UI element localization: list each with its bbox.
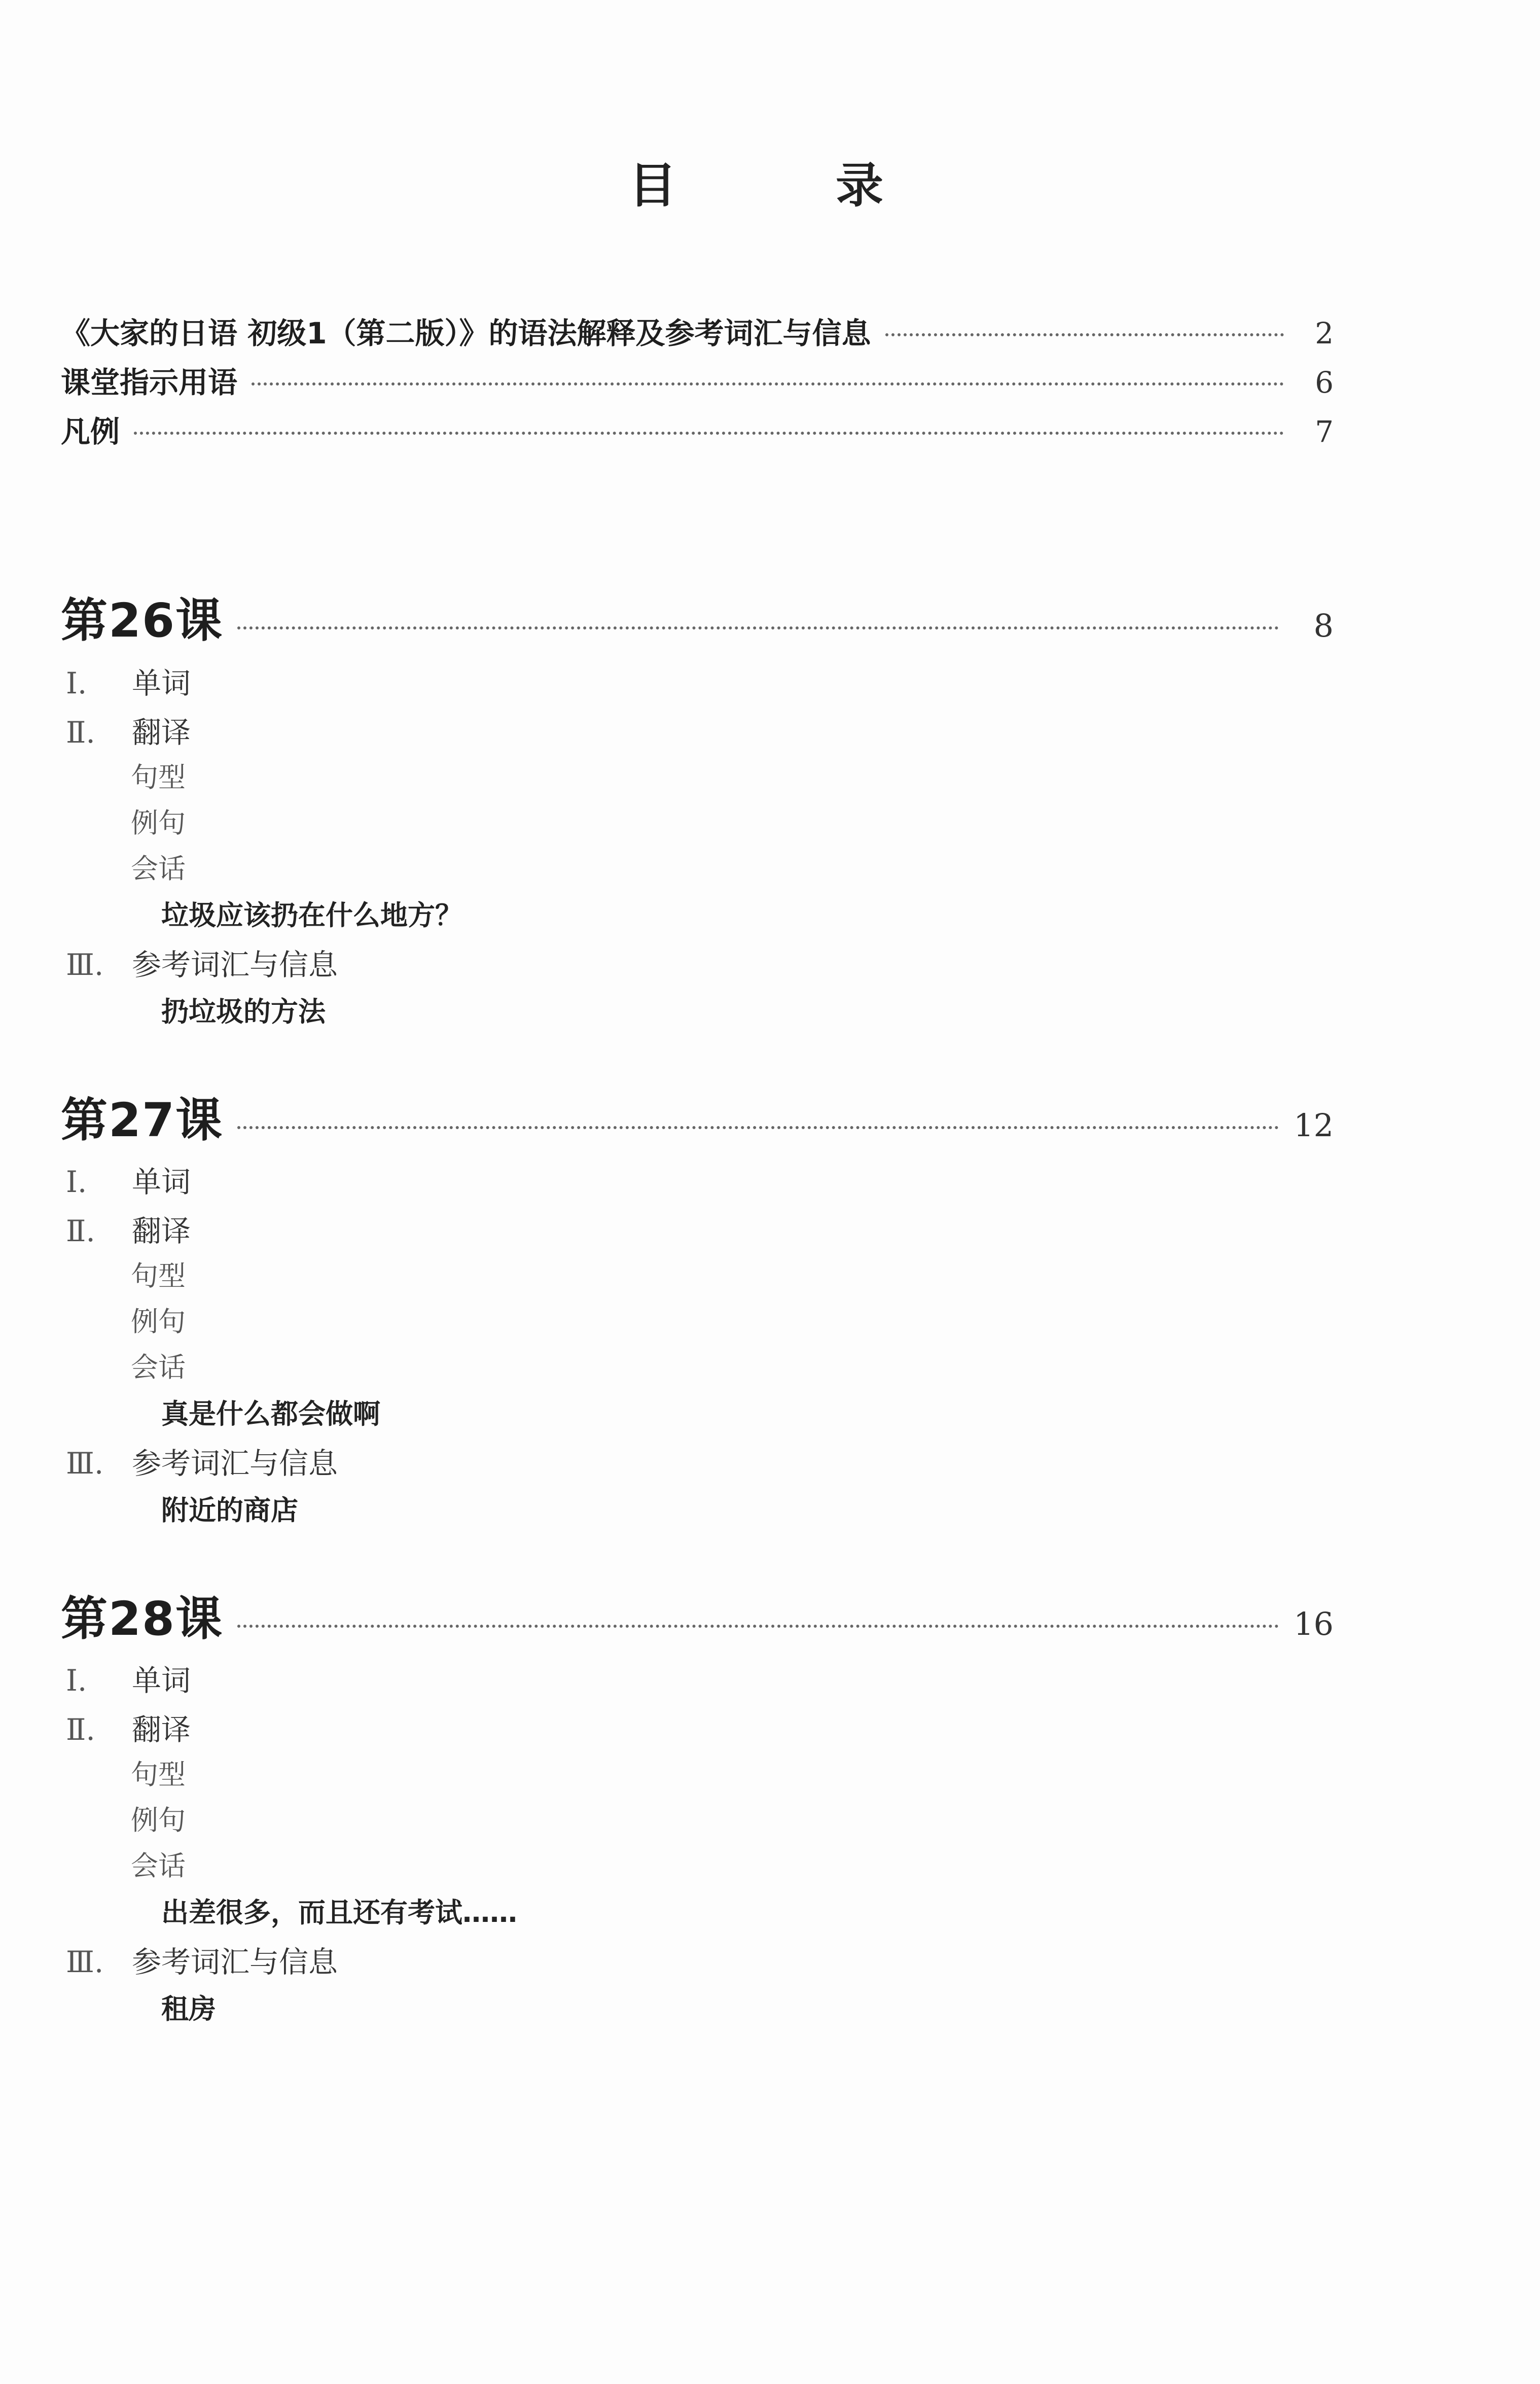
info-title[interactable]: 扔垃圾的方法 <box>161 996 326 1028</box>
section-reference-info[interactable] <box>66 1440 338 1482</box>
subsection-conversation[interactable]: 会话 <box>131 1351 186 1383</box>
section-number: Ⅲ. <box>66 1446 104 1481</box>
page-number: 6 <box>1315 365 1334 400</box>
section-vocabulary[interactable] <box>66 1158 191 1201</box>
section-label: 单词 <box>132 1165 191 1199</box>
dot-leader <box>237 626 1279 629</box>
page-number: 8 <box>1313 607 1334 644</box>
section-label: 翻译 <box>132 715 191 750</box>
section-translation[interactable] <box>66 1207 191 1250</box>
conversation-title[interactable]: 真是什么都会做啊 <box>161 1398 380 1430</box>
toc-entry-label: 凡例 <box>61 414 120 449</box>
section-number: Ⅰ. <box>66 1165 87 1199</box>
subsection-sentence-patterns[interactable]: 句型 <box>131 1260 186 1292</box>
section-number: Ⅲ. <box>66 948 104 982</box>
toc-entry-label: 《大家的日语 初级1（第二版）》的语法解释及参考词汇与信息 <box>61 316 871 350</box>
toc-entry-classroom-instructions[interactable] <box>61 359 1334 401</box>
section-reference-info[interactable] <box>66 941 338 984</box>
info-title[interactable]: 附近的商店 <box>161 1494 298 1526</box>
toc-lesson-26[interactable] <box>61 583 1334 650</box>
subsection-example-sentences[interactable]: 例句 <box>131 807 186 839</box>
toc-entry-grammar-explanation[interactable] <box>61 309 1334 352</box>
dot-leader <box>252 382 1284 385</box>
section-label: 单词 <box>132 666 191 700</box>
section-vocabulary[interactable] <box>66 1657 191 1699</box>
dot-leader <box>885 333 1284 336</box>
section-translation[interactable] <box>66 709 191 751</box>
section-label: 参考词汇与信息 <box>132 948 338 982</box>
section-label: 翻译 <box>132 1214 191 1248</box>
section-number: Ⅱ. <box>66 1712 95 1747</box>
section-number: Ⅰ. <box>66 666 87 700</box>
section-number: Ⅱ. <box>66 1214 95 1248</box>
page-number: 12 <box>1294 1107 1334 1144</box>
dot-leader <box>134 432 1284 435</box>
lesson-heading: 第28课 <box>61 1592 224 1646</box>
page-number: 16 <box>1294 1605 1334 1642</box>
conversation-title[interactable]: 垃圾应该扔在什么地方？ <box>161 899 462 931</box>
section-label: 参考词汇与信息 <box>132 1446 338 1481</box>
section-translation[interactable] <box>66 1706 191 1748</box>
toc-entry-label: 课堂指示用语 <box>61 365 238 400</box>
subsection-sentence-patterns[interactable]: 句型 <box>131 761 186 793</box>
section-label: 参考词汇与信息 <box>132 1945 338 1979</box>
subsection-conversation[interactable]: 会话 <box>131 853 186 885</box>
section-reference-info[interactable] <box>66 1938 338 1981</box>
section-number: Ⅱ. <box>66 715 95 750</box>
lesson-heading: 第27课 <box>61 1093 224 1147</box>
conversation-title[interactable]: 出差很多，而且还有考试…… <box>161 1897 517 1929</box>
toc-lesson-28[interactable] <box>61 1582 1334 1649</box>
info-title[interactable]: 租房 <box>161 1993 216 2025</box>
dot-leader <box>237 1126 1279 1129</box>
section-number: Ⅰ. <box>66 1663 87 1698</box>
subsection-example-sentences[interactable]: 例句 <box>131 1804 186 1836</box>
dot-leader <box>237 1625 1279 1628</box>
toc-entry-notes[interactable] <box>61 408 1334 450</box>
section-vocabulary[interactable] <box>66 659 191 702</box>
toc-lesson-27[interactable] <box>61 1083 1334 1150</box>
page-title: 目 录 <box>629 158 940 214</box>
section-label: 单词 <box>132 1663 191 1698</box>
subsection-conversation[interactable]: 会话 <box>131 1850 186 1882</box>
subsection-example-sentences[interactable]: 例句 <box>131 1306 186 1338</box>
lesson-heading: 第26课 <box>61 593 224 648</box>
page-number: 2 <box>1315 316 1334 350</box>
section-label: 翻译 <box>132 1712 191 1747</box>
page-number: 7 <box>1315 414 1334 449</box>
subsection-sentence-patterns[interactable]: 句型 <box>131 1759 186 1791</box>
section-number: Ⅲ. <box>66 1945 104 1979</box>
